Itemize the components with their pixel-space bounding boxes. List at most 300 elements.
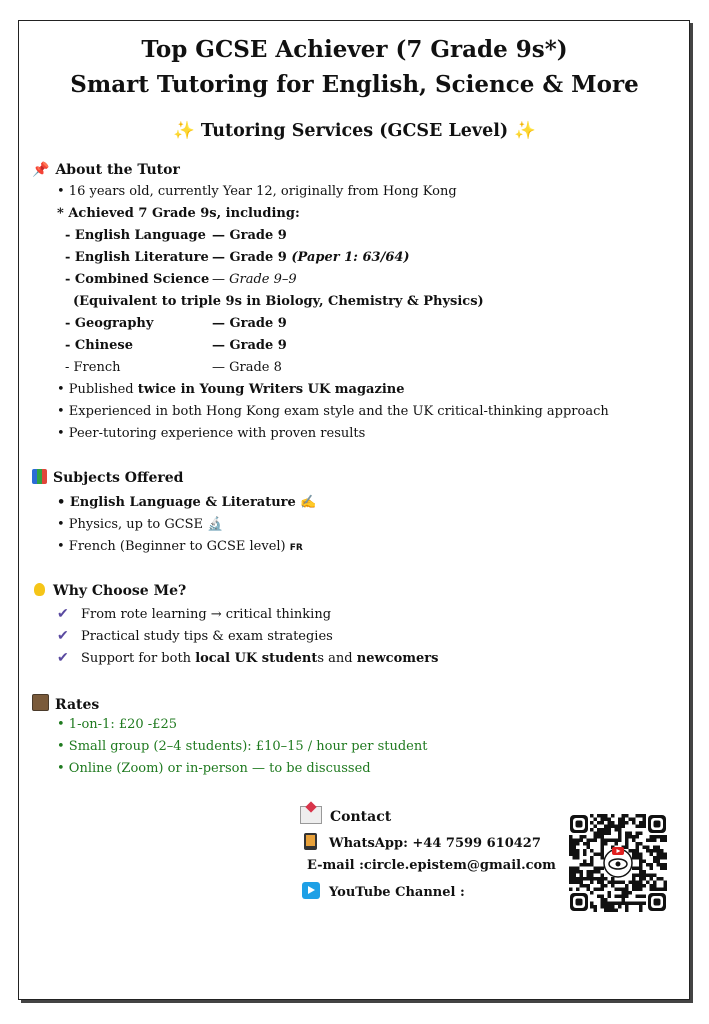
qr-module (569, 874, 573, 878)
qr-module (580, 863, 584, 867)
qr-module (646, 839, 650, 843)
qr-module (576, 842, 580, 846)
qr-module (590, 849, 594, 853)
contact-heading (300, 806, 391, 826)
qr-module (608, 909, 612, 913)
qr-module (569, 849, 573, 853)
qr-module (646, 846, 650, 850)
qr-module (608, 818, 612, 822)
qr-module (653, 881, 657, 885)
qr-module (583, 842, 587, 846)
qr-module (597, 828, 601, 832)
qr-module (632, 818, 636, 822)
qr-module (618, 832, 622, 836)
qr-module (594, 853, 598, 857)
qr-module (604, 842, 608, 846)
qr-module (587, 874, 591, 878)
qr-module (587, 884, 591, 888)
qr-module (608, 881, 612, 885)
pushpin-icon: 📌 (32, 162, 50, 178)
qr-module (587, 842, 591, 846)
qr-module (611, 881, 615, 885)
qr-module (653, 860, 657, 864)
qr-module (653, 835, 657, 839)
qr-finder-top-left (570, 815, 588, 833)
qr-module (664, 881, 668, 885)
qr-module (625, 902, 629, 906)
qr-module (601, 902, 605, 906)
youtube-qr-code[interactable] (569, 814, 667, 912)
qr-module (636, 835, 640, 839)
qr-module (643, 870, 647, 874)
qr-module (604, 825, 608, 829)
qr-module (580, 835, 584, 839)
qr-module (576, 856, 580, 860)
qr-module (650, 849, 654, 853)
qr-module (601, 856, 605, 860)
qr-module (657, 888, 661, 892)
qr-module (580, 839, 584, 843)
qr-module (629, 835, 633, 839)
qr-module (580, 877, 584, 881)
qr-module (608, 895, 612, 899)
qr-module (657, 860, 661, 864)
qr-module (583, 884, 587, 888)
qr-module (639, 884, 643, 888)
qr-module (594, 909, 598, 913)
qr-module (594, 825, 598, 829)
qr-module (615, 909, 619, 913)
qr-module (608, 828, 612, 832)
qr-module (576, 853, 580, 857)
qr-module (608, 902, 612, 906)
contact-email[interactable]: E-mail :circle.epistem@gmail.com (307, 858, 556, 873)
qr-module (590, 856, 594, 860)
qr-module (643, 877, 647, 881)
qr-module (632, 884, 636, 888)
qr-module (653, 856, 657, 860)
qr-module (643, 902, 647, 906)
grade-subject-english-literature: - English Literature (65, 250, 209, 265)
qr-module (625, 895, 629, 899)
qr-module (650, 877, 654, 881)
subject-item-french-text: • French (Beginner to GCSE level) (57, 539, 286, 554)
qr-module (622, 891, 626, 895)
qr-module (597, 832, 601, 836)
qr-module (625, 832, 629, 836)
rate-item-small-group: • Small group (2–4 students): £10–15 / hour per student (57, 739, 428, 754)
qr-module (636, 895, 640, 899)
qr-module (615, 842, 619, 846)
qr-module (590, 839, 594, 843)
qr-module (580, 874, 584, 878)
support-bold-local: local UK student (195, 651, 318, 666)
qr-module (576, 849, 580, 853)
qr-module (611, 902, 615, 906)
qr-module (618, 839, 622, 843)
qr-module (597, 870, 601, 874)
qr-module (629, 902, 633, 906)
qr-module (601, 877, 605, 881)
qr-module (583, 853, 587, 857)
qr-module (590, 870, 594, 874)
why-heading (32, 582, 186, 600)
abacus-icon (32, 694, 49, 711)
qr-module (573, 849, 577, 853)
qr-module (650, 863, 654, 867)
contact-youtube[interactable] (302, 882, 465, 902)
qr-module (657, 853, 661, 857)
qr-module (604, 877, 608, 881)
qr-module (587, 877, 591, 881)
contact-whatsapp[interactable] (304, 833, 541, 853)
qr-module (622, 881, 626, 885)
qr-module (657, 877, 661, 881)
qr-module (653, 849, 657, 853)
qr-module (583, 877, 587, 881)
grade-value-combined-science: — Grade 9–9 (212, 272, 297, 287)
qr-module (622, 898, 626, 902)
qr-module (664, 835, 668, 839)
qr-module (569, 867, 573, 871)
qr-module (636, 902, 640, 906)
qr-module (573, 870, 577, 874)
qr-module (625, 842, 629, 846)
qr-module (618, 821, 622, 825)
qr-module (576, 888, 580, 892)
qr-module (604, 832, 608, 836)
qr-module (615, 828, 619, 832)
qr-module (660, 849, 664, 853)
qr-module (569, 853, 573, 857)
qr-module (660, 877, 664, 881)
qr-module (646, 863, 650, 867)
grade-subject-english-language: - English Language (65, 228, 206, 243)
qr-module (632, 853, 636, 857)
qr-module (601, 888, 605, 892)
qr-module (660, 888, 664, 892)
qr-module (608, 821, 612, 825)
qr-module (573, 877, 577, 881)
qr-module (615, 839, 619, 843)
qr-module (636, 888, 640, 892)
qr-module (569, 877, 573, 881)
qr-module (618, 902, 622, 906)
qr-module (611, 884, 615, 888)
qr-module (608, 825, 612, 829)
qr-module (611, 877, 615, 881)
qr-module (594, 888, 598, 892)
qr-module (625, 839, 629, 843)
grade-value-english-language: — Grade 9 (212, 228, 287, 243)
qr-module (639, 821, 643, 825)
qr-module (604, 884, 608, 888)
subject-item-physics: • Physics, up to GCSE 🔬 (57, 517, 224, 532)
qr-module (587, 846, 591, 850)
rates-heading-text: Rates (55, 697, 100, 713)
qr-module (639, 814, 643, 818)
qr-module (569, 846, 573, 850)
qr-module (639, 825, 643, 829)
qr-module (569, 842, 573, 846)
qr-module (636, 874, 640, 878)
rate-item-one-on-one: • 1-on-1: £20 -£25 (57, 717, 177, 732)
support-prefix: Support for both (81, 651, 196, 666)
qr-module (594, 867, 598, 871)
about-peer: • Peer-tutoring experience with proven results (57, 426, 366, 441)
grade-subject-combined-science: - Combined Science (65, 272, 210, 287)
qr-module (639, 909, 643, 913)
qr-module (597, 853, 601, 857)
qr-module (632, 874, 636, 878)
qr-module (573, 842, 577, 846)
qr-module (597, 867, 601, 871)
qr-module (618, 828, 622, 832)
check-icon: ✔ (57, 650, 69, 666)
qr-module (569, 881, 573, 885)
qr-module (629, 891, 633, 895)
qr-module (650, 884, 654, 888)
qr-module (604, 909, 608, 913)
qr-module (639, 905, 643, 909)
qr-module (611, 839, 615, 843)
lightbulb-icon (34, 583, 45, 596)
qr-module (594, 818, 598, 822)
qr-module (569, 835, 573, 839)
rates-heading (32, 694, 99, 714)
qr-module (573, 874, 577, 878)
check-icon: ✔ (57, 606, 69, 622)
qr-module (664, 839, 668, 843)
qr-module (601, 832, 605, 836)
why-item-tips (57, 627, 333, 646)
qr-module (625, 905, 629, 909)
qr-module (580, 884, 584, 888)
qr-module (587, 888, 591, 892)
qr-finder-top-right (648, 815, 666, 833)
qr-module (611, 825, 615, 829)
qr-module (590, 828, 594, 832)
qr-module (583, 849, 587, 853)
qr-module (629, 881, 633, 885)
qr-module (639, 863, 643, 867)
grade-value-english-literature (212, 249, 410, 267)
qr-module (632, 839, 636, 843)
grade-value-chinese: — Grade 9 (212, 338, 287, 353)
qr-module (583, 860, 587, 864)
qr-module (660, 835, 664, 839)
qr-module (573, 867, 577, 871)
qr-module (594, 835, 598, 839)
qr-module (646, 849, 650, 853)
page-title-line2: Smart Tutoring for English, Science & More (70, 71, 639, 98)
qr-module (636, 846, 640, 850)
qr-module (650, 867, 654, 871)
qr-module (664, 856, 668, 860)
subject-item-french (57, 538, 303, 557)
grade-subject-french: - French (65, 360, 121, 375)
qr-module (618, 905, 622, 909)
qr-module (632, 835, 636, 839)
qr-module (636, 867, 640, 871)
envelope-icon (300, 806, 322, 824)
grade-value-text: — Grade 9 (212, 250, 287, 265)
qr-module (608, 891, 612, 895)
qr-module (576, 877, 580, 881)
science-equivalence-note: (Equivalent to triple 9s in Biology, Chemistry & Physics) (73, 294, 484, 309)
sparkle-icon: ✨ (514, 121, 537, 141)
qr-module (657, 856, 661, 860)
qr-module (653, 846, 657, 850)
qr-module (629, 849, 633, 853)
qr-module (604, 814, 608, 818)
qr-module (615, 902, 619, 906)
qr-module (569, 870, 573, 874)
qr-module (622, 818, 626, 822)
qr-module (594, 839, 598, 843)
qr-module (590, 881, 594, 885)
qr-module (632, 877, 636, 881)
qr-module (639, 832, 643, 836)
qr-module (639, 895, 643, 899)
sparkle-icon: ✨ (172, 121, 195, 141)
qr-module (604, 898, 608, 902)
play-icon (302, 882, 320, 899)
contact-heading-text: Contact (330, 809, 392, 825)
qr-module (604, 905, 608, 909)
qr-module (625, 835, 629, 839)
qr-module (629, 818, 633, 822)
qr-module (583, 835, 587, 839)
support-middle: s and (317, 651, 357, 666)
qr-module (629, 832, 633, 836)
qr-module (636, 842, 640, 846)
qr-module (639, 888, 643, 892)
qr-module (632, 849, 636, 853)
qr-module (601, 846, 605, 850)
qr-module (601, 818, 605, 822)
qr-module (601, 898, 605, 902)
qr-finder-bottom-left (570, 893, 588, 911)
qr-module (615, 881, 619, 885)
qr-module (625, 814, 629, 818)
qr-module (632, 888, 636, 892)
qr-module (576, 839, 580, 843)
why-item-rote (57, 605, 331, 624)
qr-module (657, 849, 661, 853)
qr-module (618, 835, 622, 839)
qr-module (650, 888, 654, 892)
qr-module (643, 814, 647, 818)
qr-module (601, 814, 605, 818)
qr-module (657, 846, 661, 850)
qr-module (580, 881, 584, 885)
qr-module (664, 867, 668, 871)
qr-module (625, 846, 629, 850)
qr-module (636, 884, 640, 888)
qr-module (601, 895, 605, 899)
qr-module (636, 856, 640, 860)
qr-module (643, 874, 647, 878)
qr-module (608, 832, 612, 836)
published-prefix: • Published (57, 382, 138, 397)
qr-module (653, 874, 657, 878)
qr-module (590, 814, 594, 818)
qr-module (653, 888, 657, 892)
qr-module (608, 839, 612, 843)
qr-module (576, 881, 580, 885)
qr-module (587, 863, 591, 867)
subjects-heading-text: Subjects Offered (53, 470, 184, 486)
qr-module (632, 856, 636, 860)
why-item-support (57, 649, 438, 668)
qr-module (639, 902, 643, 906)
qr-module (601, 853, 605, 857)
qr-module (622, 821, 626, 825)
qr-module (576, 867, 580, 871)
qr-module (573, 846, 577, 850)
qr-module (632, 821, 636, 825)
subject-item-english: • English Language & Literature ✍ (57, 495, 317, 510)
qr-module (639, 881, 643, 885)
about-heading-text: About the Tutor (55, 162, 180, 178)
qr-module (643, 884, 647, 888)
qr-module (601, 821, 605, 825)
why-heading-text: Why Choose Me? (53, 583, 187, 599)
books-icon (32, 469, 47, 484)
qr-module (622, 888, 626, 892)
page-title-line1: Top GCSE Achiever (7 Grade 9s*) (141, 36, 568, 63)
qr-module (639, 860, 643, 864)
qr-module (653, 839, 657, 843)
qr-module (632, 902, 636, 906)
services-subtitle (0, 121, 709, 141)
qr-module (636, 832, 640, 836)
qr-module (625, 909, 629, 913)
qr-module (643, 825, 647, 829)
qr-module (597, 835, 601, 839)
qr-module (618, 895, 622, 899)
qr-module (664, 853, 668, 857)
qr-module (625, 821, 629, 825)
qr-module (657, 835, 661, 839)
qr-module (601, 835, 605, 839)
qr-module (608, 905, 612, 909)
qr-module (639, 856, 643, 860)
qr-module (597, 877, 601, 881)
qr-module (664, 884, 668, 888)
qr-module (639, 853, 643, 857)
qr-module (615, 888, 619, 892)
qr-module (636, 814, 640, 818)
qr-module (569, 839, 573, 843)
support-bold-newcomers: newcomers (356, 651, 439, 666)
qr-module (622, 825, 626, 829)
youtube-label: YouTube Channel : (329, 885, 465, 900)
services-subtitle-text: Tutoring Services (GCSE Level) (200, 121, 509, 141)
qr-module (650, 853, 654, 857)
qr-finder-bottom-right (648, 893, 666, 911)
qr-module (636, 881, 640, 885)
about-experience: • Experienced in both Hong Kong exam style and the UK critical-thinking approach (57, 404, 609, 419)
qr-module (601, 839, 605, 843)
qr-module (601, 905, 605, 909)
qr-module (573, 839, 577, 843)
qr-module (569, 888, 573, 892)
qr-module (611, 909, 615, 913)
qr-module (601, 867, 605, 871)
qr-module (576, 870, 580, 874)
